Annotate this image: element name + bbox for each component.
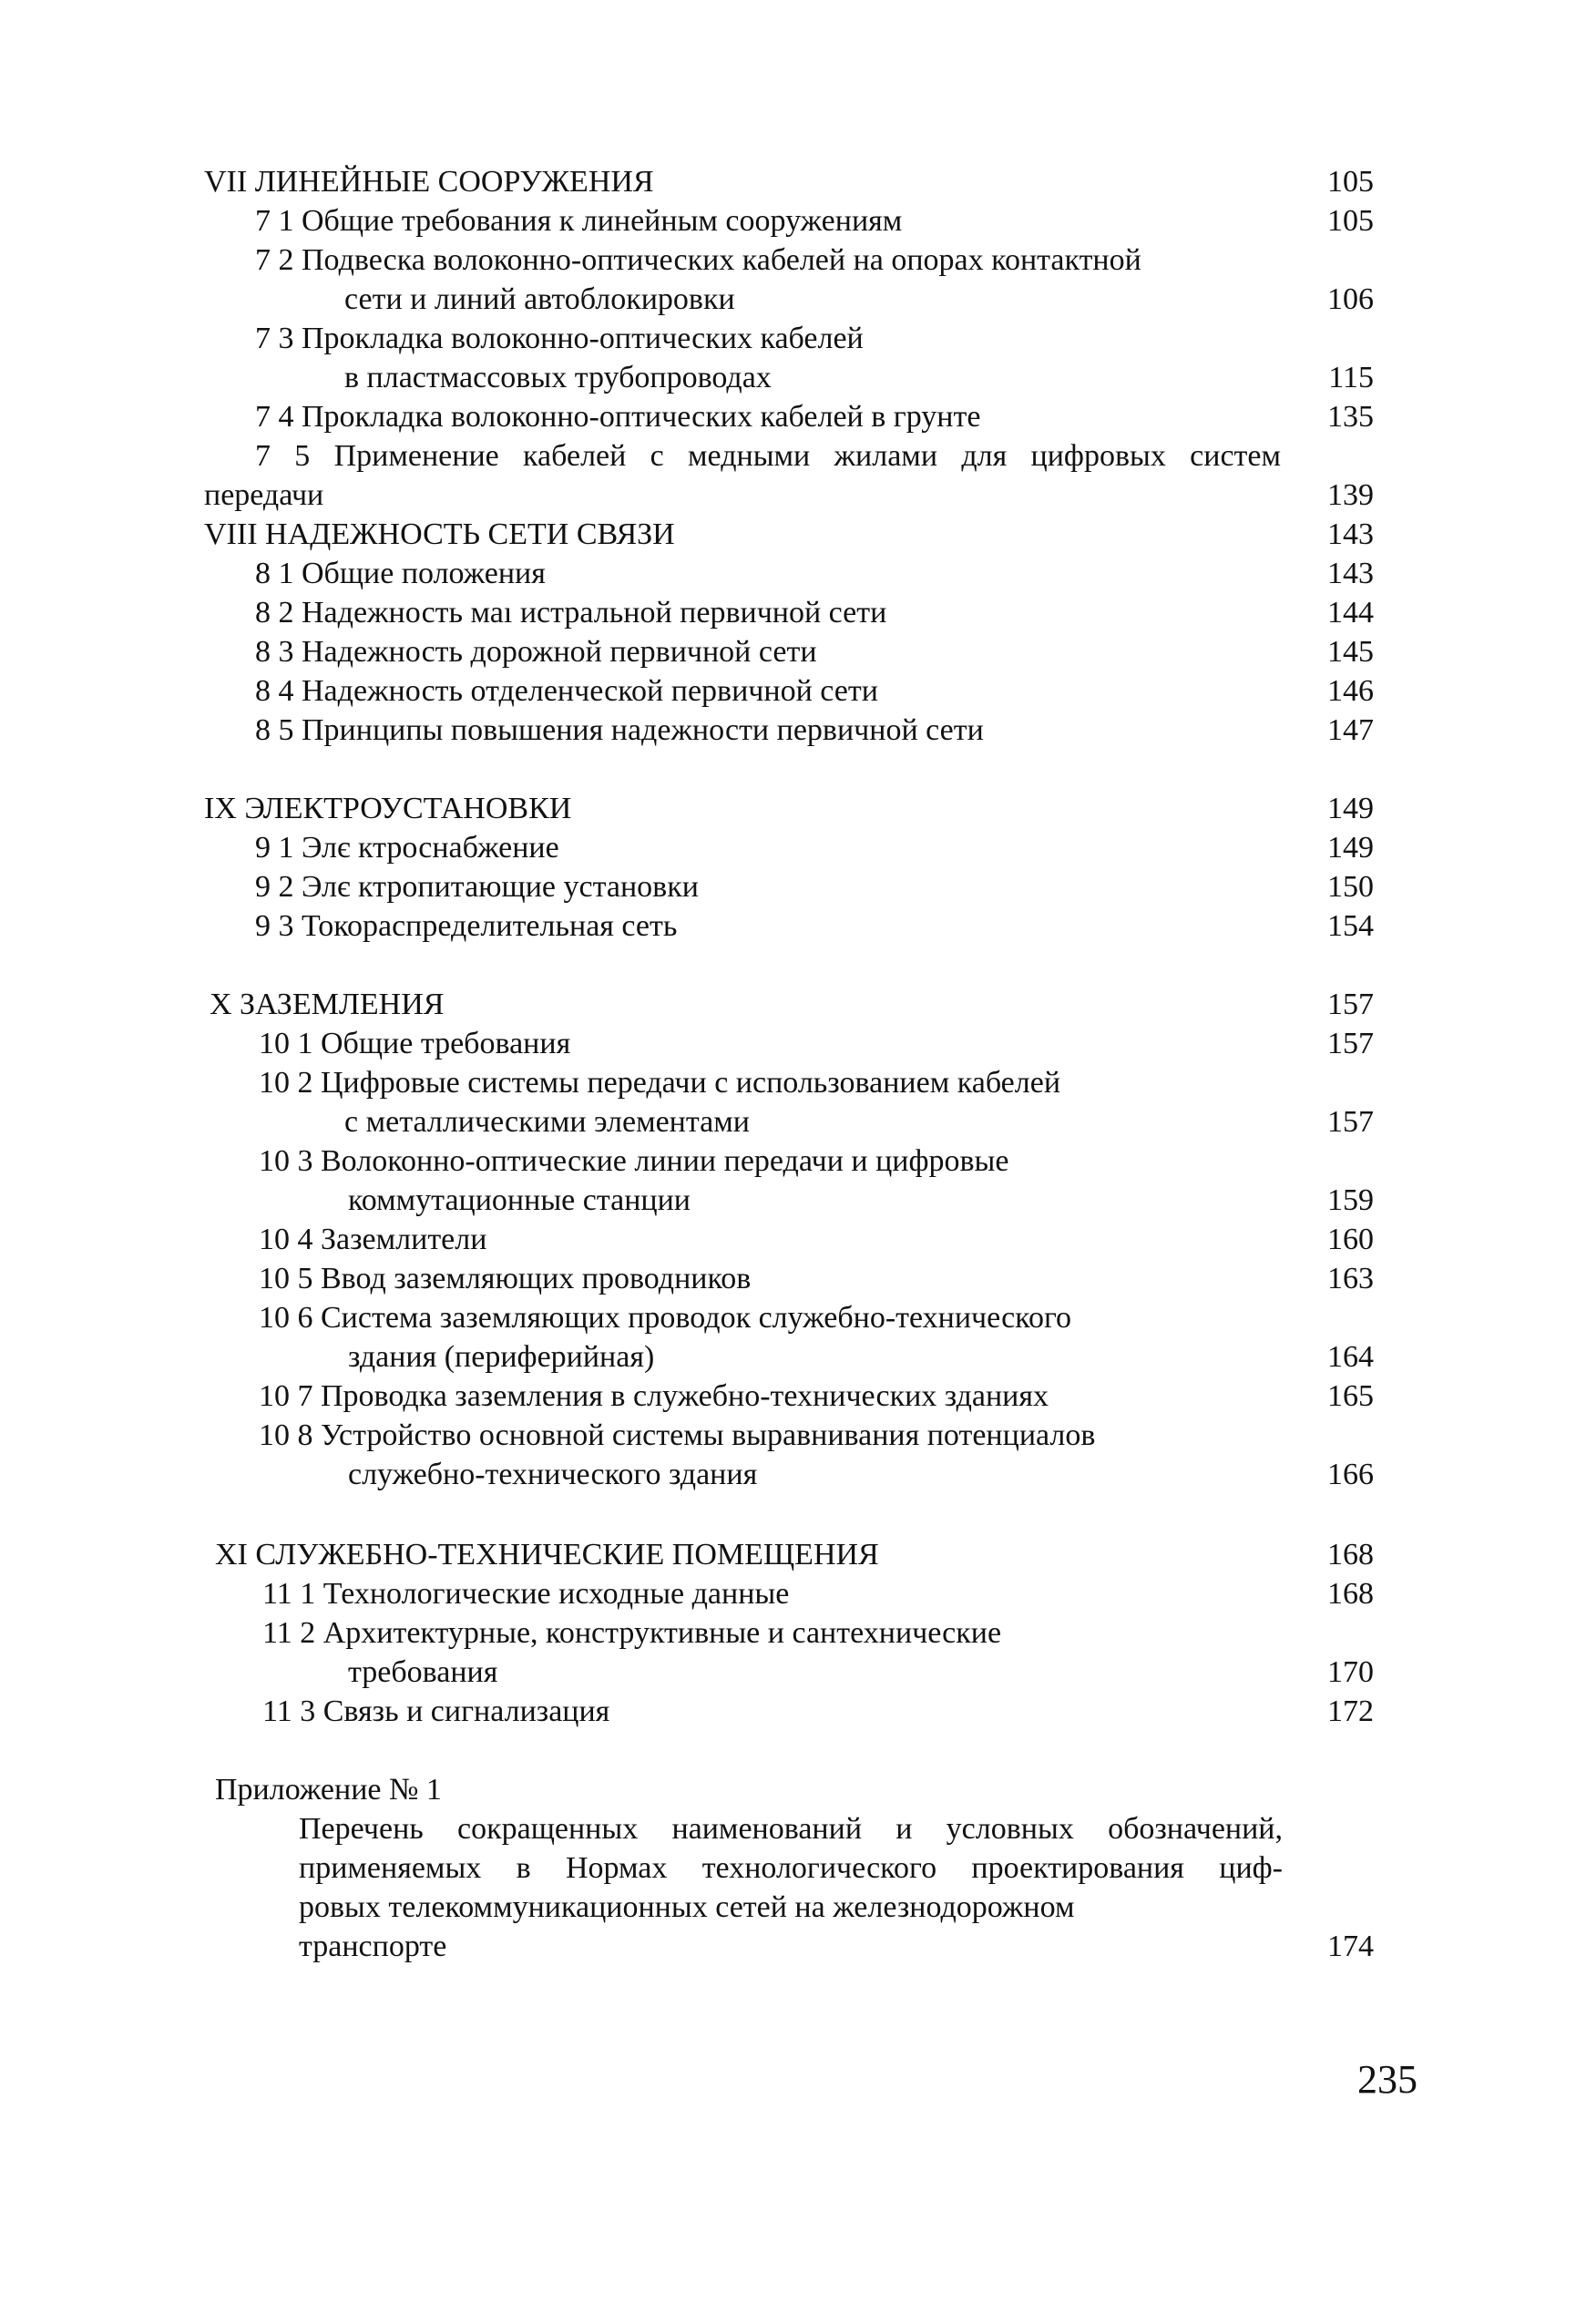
toc-item-11-3: 11 3 Связь и сигнализация: [262, 1694, 610, 1728]
section-title-x: X ЗАЗЕМЛЕНИЯ: [210, 988, 445, 1021]
toc-item-10-3-line1: 10 3 Волоконно-оптические линии передачи и цифровые: [259, 1144, 1009, 1178]
toc-item-10-6-page: 164: [1327, 1340, 1374, 1374]
appendix-line-4: транспорте: [299, 1930, 447, 1963]
toc-item-10-6-line1: 10 6 Система заземляющих проводок служебно-технического: [259, 1301, 1072, 1335]
toc-item-10-1: 10 1 Общие требования: [259, 1027, 571, 1060]
toc-item-10-8-line2: служебно-технического здания: [348, 1458, 758, 1491]
toc-item-10-8-page: 166: [1327, 1458, 1374, 1491]
section-title-ix: IX ЭЛЕКТРОУСТАНОВКИ: [204, 792, 572, 825]
page-number: 235: [1357, 2057, 1417, 2102]
toc-item-8-3: 8 3 Надежность дорожной первичной сети: [255, 635, 817, 669]
toc-item-7-2-page: 106: [1327, 282, 1374, 316]
toc-item-7-5-page: 139: [1327, 478, 1374, 512]
section-title-viii: VIII НАДЕЖНОСТЬ СЕТИ СВЯЗИ: [204, 517, 675, 551]
toc-item-7-4: 7 4 Прокладка волоконно-оптических кабелей в грунте: [255, 400, 981, 434]
toc-item-7-4-page: 135: [1327, 400, 1374, 434]
appendix-line-3: ровых телекоммуникационных сетей на железнодорожном: [299, 1890, 1075, 1924]
toc-item-10-5-page: 163: [1327, 1262, 1374, 1295]
toc-item-11-2-line2: требования: [348, 1655, 498, 1689]
toc-item-8-2: 8 2 Надежность маı истральной первичной сети: [255, 596, 887, 630]
toc-item-8-4: 8 4 Надежность отделенческой первичной сети: [255, 674, 878, 708]
toc-item-8-3-page: 145: [1327, 635, 1374, 669]
toc-item-9-1: 9 1 Элє ктроснабжение: [255, 831, 559, 865]
appendix-title: Приложение № 1: [215, 1773, 442, 1807]
toc-item-8-1: 8 1 Общие положения: [255, 557, 546, 590]
toc-item-8-4-page: 146: [1327, 674, 1374, 708]
section-page-x: 157: [1327, 988, 1374, 1021]
toc-item-7-1-page: 105: [1327, 204, 1374, 238]
toc-item-11-1-page: 168: [1327, 1577, 1374, 1611]
toc-item-10-5: 10 5 Ввод заземляющих проводников: [259, 1262, 752, 1295]
toc-item-7-2-line1: 7 2 Подвеска волоконно-оптических кабелей на опорах контактной: [255, 243, 1141, 277]
toc-item-8-1-page: 143: [1327, 557, 1374, 590]
toc-item-10-3-page: 159: [1327, 1183, 1374, 1217]
toc-item-10-2-line2: с металлическими элементами: [344, 1105, 750, 1139]
toc-item-7-5-line2: передачи: [204, 478, 324, 512]
section-page-vii: 105: [1327, 165, 1374, 199]
toc-item-7-3-line1: 7 3 Прокладка волоконно-оптических кабелей: [255, 322, 864, 355]
toc-item-10-2-page: 157: [1327, 1105, 1374, 1139]
toc-item-8-5: 8 5 Принципы повышения надежности первичной сети: [255, 713, 984, 747]
section-title-vii: VII ЛИНЕЙНЫЕ СООРУЖЕНИЯ: [204, 165, 654, 199]
toc-item-9-2: 9 2 Элє ктропитающие установки: [255, 870, 699, 904]
toc-item-10-1-page: 157: [1327, 1027, 1374, 1060]
section-page-viii: 143: [1327, 517, 1374, 551]
toc-item-11-1: 11 1 Технологические исходные данные: [262, 1577, 790, 1611]
toc-item-10-7-page: 165: [1327, 1379, 1374, 1413]
toc-item-11-2-page: 170: [1327, 1655, 1374, 1689]
toc-item-8-2-page: 144: [1327, 596, 1374, 630]
appendix-line-1: Перечень сокращенных наименований и условных обозначений,: [299, 1812, 1283, 1846]
toc-item-7-1: 7 1 Общие требования к линейным сооружениям: [255, 204, 903, 238]
appendix-line-2: применяемых в Нормах технологического проектирования циф-: [299, 1851, 1283, 1885]
appendix-page: 174: [1327, 1930, 1374, 1963]
toc-item-10-2-line1: 10 2 Цифровые системы передачи с использованием кабелей: [259, 1066, 1061, 1100]
toc-item-10-8-line1: 10 8 Устройство основной системы выравнивания потенциалов: [259, 1418, 1096, 1452]
toc-item-9-1-page: 149: [1327, 831, 1374, 865]
section-title-xi: XI СЛУЖЕБНО-ТЕХНИЧЕСКИЕ ПОМЕЩЕНИЯ: [215, 1538, 879, 1572]
toc-item-9-2-page: 150: [1327, 870, 1374, 904]
toc-item-11-3-page: 172: [1327, 1694, 1374, 1728]
toc-item-8-5-page: 147: [1327, 713, 1374, 747]
toc-item-10-3-line2: коммутационные станции: [348, 1183, 691, 1217]
toc-item-9-3-page: 154: [1327, 909, 1374, 943]
toc-item-10-7: 10 7 Проводка заземления в служебно-технических зданиях: [259, 1379, 1049, 1413]
toc-item-7-3-page: 115: [1328, 361, 1374, 394]
toc-item-10-4: 10 4 Заземлители: [259, 1223, 487, 1256]
section-page-ix: 149: [1327, 792, 1374, 825]
section-page-xi: 168: [1327, 1538, 1374, 1572]
toc-item-10-6-line2: здания (периферийная): [348, 1340, 655, 1374]
toc-item-7-2-line2: сети и линий автоблокировки: [344, 282, 735, 316]
toc-item-7-3-line2: в пластмассовых трубопроводах: [344, 361, 772, 394]
toc-item-7-5-line1: 7 5 Применение кабелей с медными жилами для цифровых систем: [255, 439, 1281, 473]
toc-item-11-2-line1: 11 2 Архитектурные, конструктивные и сантехнические: [262, 1616, 1002, 1650]
toc-item-9-3: 9 3 Токораспределительная сеть: [255, 909, 678, 943]
toc-item-10-4-page: 160: [1327, 1223, 1374, 1256]
